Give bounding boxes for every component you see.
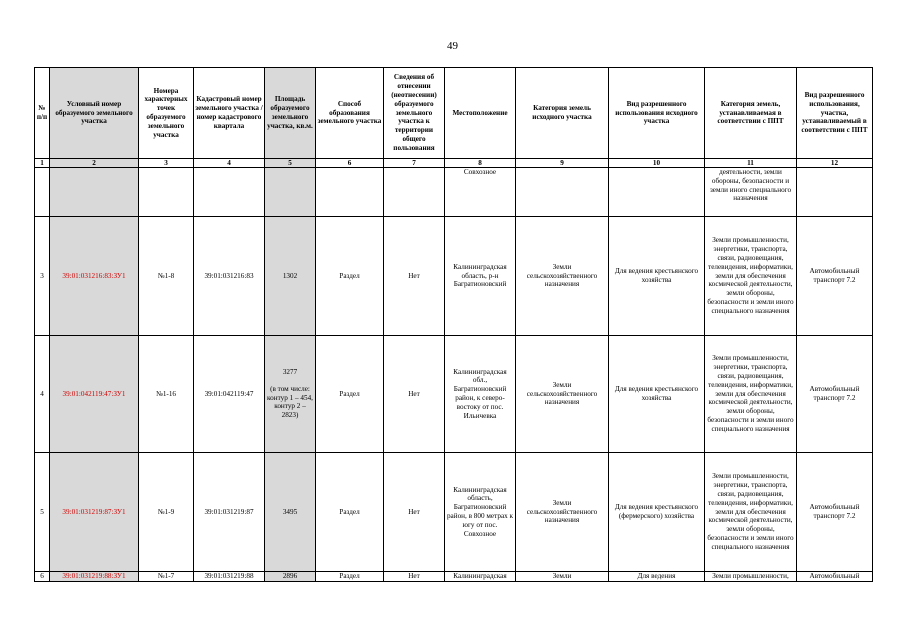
area-cell: 3495 [265, 453, 316, 572]
category-ppt-cell: Земли промышленности, энергетики, транспорта, связи, радиовещания, телевидения, информатики, земли для обеспечения космической деятельности, земли обороны, безопасности и земли иного специального назначения [705, 217, 797, 336]
table-row [35, 336, 873, 453]
plot-id: 39:01:031216:83:ЗУ1 [50, 217, 139, 336]
area-note: (в том числе: контур 1 – 454, контур 2 – 2823) [267, 384, 313, 420]
points-cell: №1-8 [139, 217, 194, 336]
header-row [35, 68, 873, 159]
cadastral-cell: 39:01:031219:87 [194, 453, 265, 572]
column-number: 8 [445, 159, 516, 168]
category-ppt-cell: Земли промышленности, энергетики, транспорта, связи, радиовещания, телевидения, информатики, земли для обеспечения космической деятельности, земли обороны, безопасности и земли иного специального назначения [705, 336, 797, 453]
category-cell: Земли сельскохозяйственного назначения [516, 453, 609, 572]
method-cell: Раздел [316, 336, 384, 453]
header-cell: Кадастровый номер земельного участка /номер кадастрового квартала [194, 68, 265, 159]
row-number: 3 [35, 217, 50, 336]
column-number: 1 [35, 159, 50, 168]
location-cell: Калининградская область, р-н Багратионовский [445, 217, 516, 336]
method-cell: Раздел [316, 217, 384, 336]
column-number: 7 [384, 159, 445, 168]
use-cell: Для ведения крестьянского (фермерского) хозяйства [609, 453, 705, 572]
header-cell: Категория земель, устанавливаемая в соответствии с ППТ [705, 68, 797, 159]
header-cell: Площадь образуемого земельного участка, кв.м. [265, 68, 316, 159]
plot-id: 39:01:031219:88:ЗУ1 [50, 572, 139, 582]
location-cell: Калининградская обл., Багратионовский район, к северо-востоку от пос. Ильичевка [445, 336, 516, 453]
use-cell: Для ведения крестьянского хозяйства [609, 336, 705, 453]
area-cell: 2896 [265, 572, 316, 582]
public-cell: Нет [384, 453, 445, 572]
column-number-row [35, 159, 873, 168]
land-plots-table [34, 67, 873, 582]
header-cell: Местоположение [445, 68, 516, 159]
use-ppt-cell: Автомобильный транспорт 7.2 [797, 453, 873, 572]
use-ppt-cell: Автомобильный [797, 572, 873, 582]
column-number: 5 [265, 159, 316, 168]
column-number: 12 [797, 159, 873, 168]
column-number: 9 [516, 159, 609, 168]
plot-id: 39:01:031219:87:ЗУ1 [50, 453, 139, 572]
public-cell: Нет [384, 217, 445, 336]
category-ppt-cell: Земли промышленности, [705, 572, 797, 582]
row-number: 5 [35, 453, 50, 572]
method-cell: Раздел [316, 453, 384, 572]
area-cell [265, 336, 316, 453]
use-ppt-cell: Автомобильный транспорт 7.2 [797, 217, 873, 336]
page-number: 49 [447, 40, 458, 52]
public-cell: Нет [384, 572, 445, 582]
location-cell: Калининградская [445, 572, 516, 582]
method-cell: Раздел [316, 572, 384, 582]
table-row [35, 217, 873, 336]
use-cell: Для ведения [609, 572, 705, 582]
header-cell: Вид разрешенного использования исходного участка [609, 68, 705, 159]
column-number: 2 [50, 159, 139, 168]
location-cell: Калининградская область, Багратионовский район, в 800 метрах к югу от пос. Совхозное [445, 453, 516, 572]
header-cell: № п/п [35, 68, 50, 159]
area-value: 3277 [282, 368, 298, 376]
points-cell: №1-9 [139, 453, 194, 572]
table-row [35, 572, 873, 582]
header-cell: Способ образования земельного участка [316, 68, 384, 159]
cadastral-cell: 39:01:031219:88 [194, 572, 265, 582]
row-number: 6 [35, 572, 50, 582]
header-cell: Номера характерных точек образуемого земельного участка [139, 68, 194, 159]
row-number: 4 [35, 336, 50, 453]
table-row [35, 453, 873, 572]
location-cell: Совхозное [445, 168, 516, 217]
cadastral-cell: 39:01:031216:83 [194, 217, 265, 336]
column-number: 6 [316, 159, 384, 168]
category-cell: Земли сельскохозяйственного назначения [516, 217, 609, 336]
use-cell: Для ведения крестьянского хозяйства [609, 217, 705, 336]
use-ppt-cell: Автомобильный транспорт 7.2 [797, 336, 873, 453]
category-ppt-cell: деятельности, земли обороны, безопасности и земли иного специального назначения [705, 168, 797, 217]
category-ppt-cell: Земли промышленности, энергетики, транспорта, связи, радиовещания, телевидения, информатики, земли для обеспечения космической деятельности, земли обороны, безопасности и земли иного специального назначения [705, 453, 797, 572]
continuation-row [35, 168, 873, 217]
header-cell: Условный номер образуемого земельного участка [50, 68, 139, 159]
header-cell: Вид разрешенного использования, участка, устанавливаемый в соответствии с ППТ [797, 68, 873, 159]
points-cell: №1-16 [139, 336, 194, 453]
area-cell: 1302 [265, 217, 316, 336]
header-cell: Категория земель исходного участка [516, 68, 609, 159]
public-cell: Нет [384, 336, 445, 453]
column-number: 10 [609, 159, 705, 168]
column-number: 4 [194, 159, 265, 168]
category-cell: Земли [516, 572, 609, 582]
column-number: 11 [705, 159, 797, 168]
plot-id: 39:01:042119:47:ЗУ1 [50, 336, 139, 453]
header-cell: Сведения об отнесении (неотнесении) образуемого земельного участка к территории общего пользования [384, 68, 445, 159]
cadastral-cell: 39:01:042119:47 [194, 336, 265, 453]
column-number: 3 [139, 159, 194, 168]
points-cell: №1-7 [139, 572, 194, 582]
category-cell: Земли сельскохозяйственного назначения [516, 336, 609, 453]
